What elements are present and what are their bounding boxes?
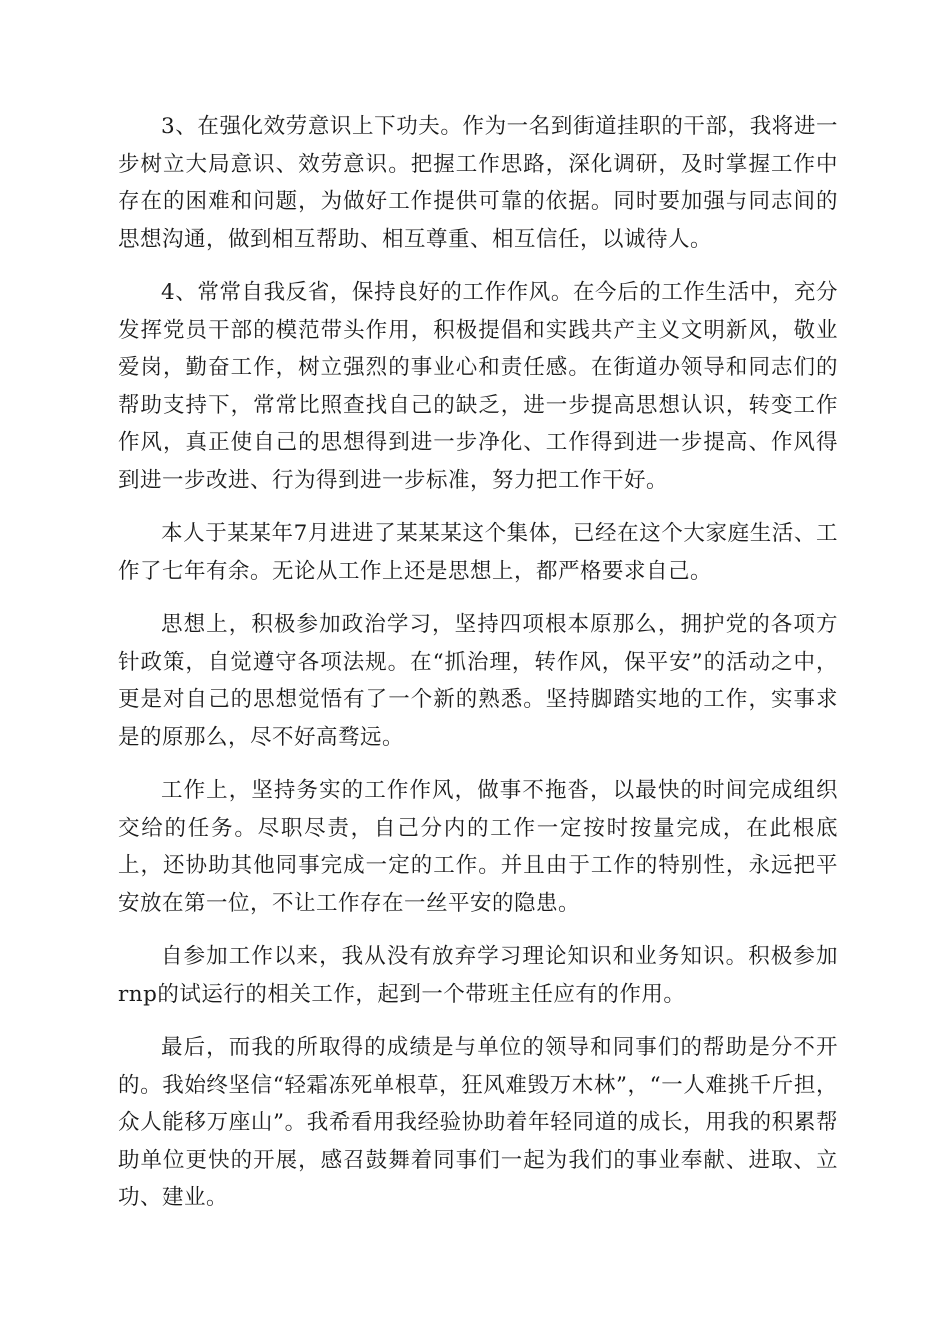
paragraph-self-reflection: 4、常常自我反省，保持良好的工作作风。在今后的工作生活中，充分发挥党员干部的模范带头作用，积极提倡和实践共产主义文明新风，敬业爱岗，勤奋工作，树立强烈的事业心和责任感。在街道办领导和同志们的帮助支持下，常常比照查找自己的缺乏，进一步提高思想认识，转变工作作风，真正使自己的思想得到进一步净化、工作得到进一步提高、作风得到进一步改进、行为得到进一步标准，努力把工作干好。	[118, 280, 838, 493]
paragraph-joining-collective: 本人于某某年7月进进了某某某这个集体，已经在这个大家庭生活、工作了七年有余。无论从工作上还是思想上，都严格要求自己。	[118, 521, 838, 584]
paragraph-work: 工作上，坚持务实的工作作风，做事不拖沓，以最快的时间完成组织交给的任务。尽职尽责，自己分内的工作一定按时按量完成，在此根底上，还协助其他同事完成一定的工作。并且由于工作的特别性，永远把平安放在第一位，不让工作存在一丝平安的隐患。	[118, 778, 838, 916]
paragraph-learning: 自参加工作以来，我从没有放弃学习理论知识和业务知识。积极参加rnp的试运行的相关工作，起到一个带班主任应有的作用。	[118, 944, 838, 1007]
paragraph-service-awareness: 3、在强化效劳意识上下功夫。作为一名到街道挂职的干部，我将进一步树立大局意识、效劳意识。把握工作思路，深化调研，及时掌握工作中存在的困难和问题，为做好工作提供可靠的依据。同时要加强与同志间的思想沟通，做到相互帮助、相互尊重、相互信任，以诚待人。	[118, 114, 838, 252]
document-body	[118, 108, 838, 1233]
paragraph-ideology: 思想上，积极参加政治学习，坚持四项根本原那么，拥护党的各项方针政策，自觉遵守各项法规。在“抓治理，转作风，保平安”的活动之中，更是对自己的思想觉悟有了一个新的熟悉。坚持脚踏实地的工作，实事求是的原那么，尽不好高骛远。	[118, 612, 838, 750]
paragraph-conclusion: 最后，而我的所取得的成绩是与单位的领导和同事们的帮助是分不开的。我始终坚信“轻霜冻死单根草，狂风难毁万木林”，“一人难挑千斤担，众人能移万座山”。我希看用我经验协助着年轻同道的成长，用我的积累帮助单位更快的开展，感召鼓舞着同事们一起为我们的事业奉献、进取、立功、建业。	[118, 1035, 838, 1210]
